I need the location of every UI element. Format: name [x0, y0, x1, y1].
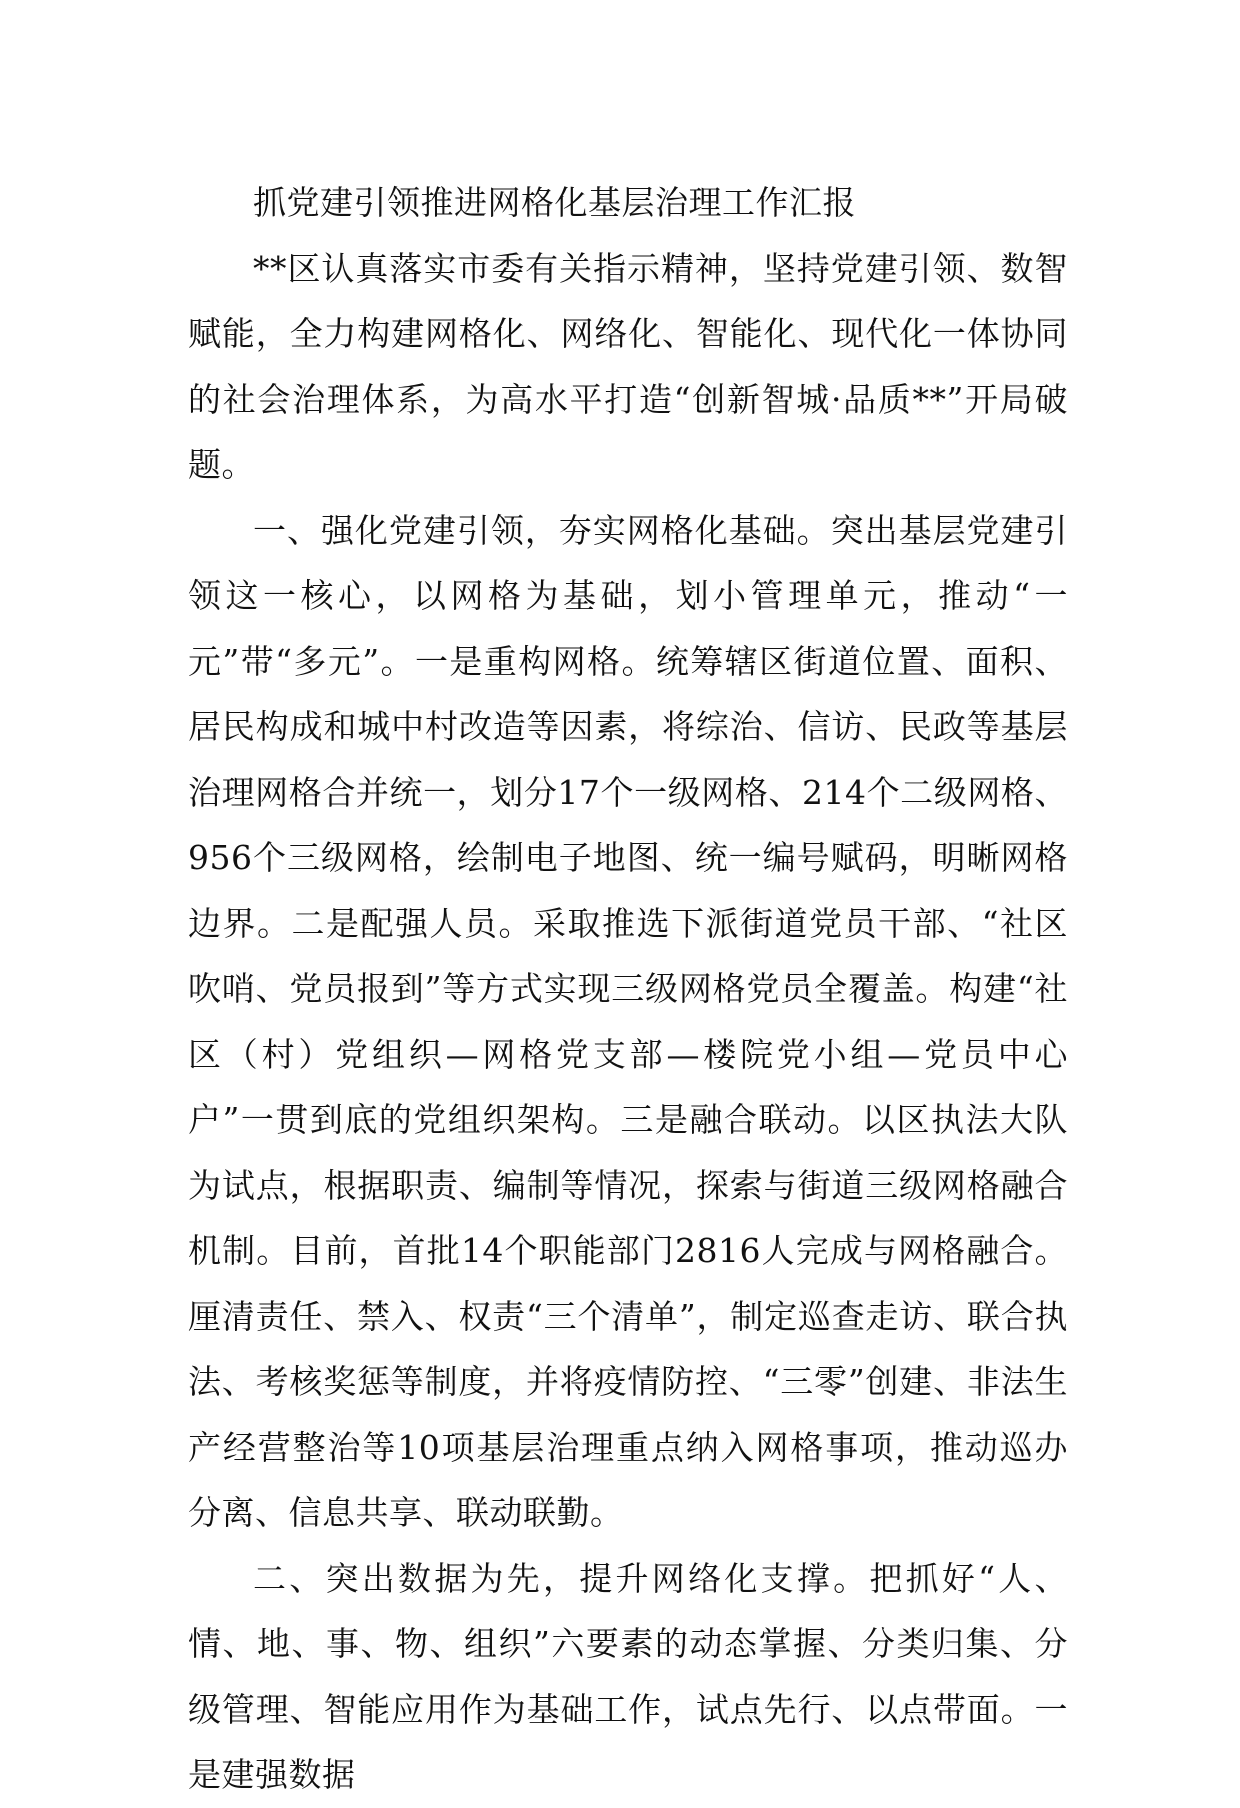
section-two-paragraph: 二、突出数据为先，提升网络化支撑。把抓好“人、情、地、事、物、组织”六要素的动态掌握、分类归集、分级管理、智能应用作为基础工作，试点先行、以点带面。一是建强数据	[188, 1558, 1068, 1794]
document-body	[188, 170, 1068, 1808]
document-title: 抓党建引领推进网格化基层治理工作汇报	[253, 183, 856, 222]
section-one-paragraph: 一、强化党建引领，夯实网格化基础。突出基层党建引领这一核心，以网格为基础，划小管理单元，推动“一元”带“多元”。一是重构网格。统筹辖区街道位置、面积、居民构成和城中村改造等因素，将综治、信访、民政等基层治理网格合并统一，划分17个一级网格、214个二级网格、956个三级网格，绘制电子地图、统一编号赋码，明晰网格边界。二是配强人员。采取推选下派街道党员干部、“社区吹哨、党员报到”等方式实现三级网格党员全覆盖。构建“社区（村）党组织—网格党支部—楼院党小组—党员中心户”一贯到底的党组织架构。三是融合联动。以区执法大队为试点，根据职责、编制等情况，探索与街道三级网格融合机制。目前，首批14个职能部门2816人完成与网格融合。厘清责任、禁入、权责“三个清单”，制定巡查走访、联合执法、考核奖惩等制度，并将疫情防控、“三零”创建、非法生产经营整治等10项基层治理重点纳入网格事项，推动巡办分离、信息共享、联动联勤。	[188, 510, 1068, 1532]
intro-paragraph: **区认真落实市委有关指示精神，坚持党建引领、数智赋能，全力构建网格化、网络化、智能化、现代化一体协同的社会治理体系，为高水平打造“创新智城·品质**”开局破题。	[188, 248, 1068, 484]
